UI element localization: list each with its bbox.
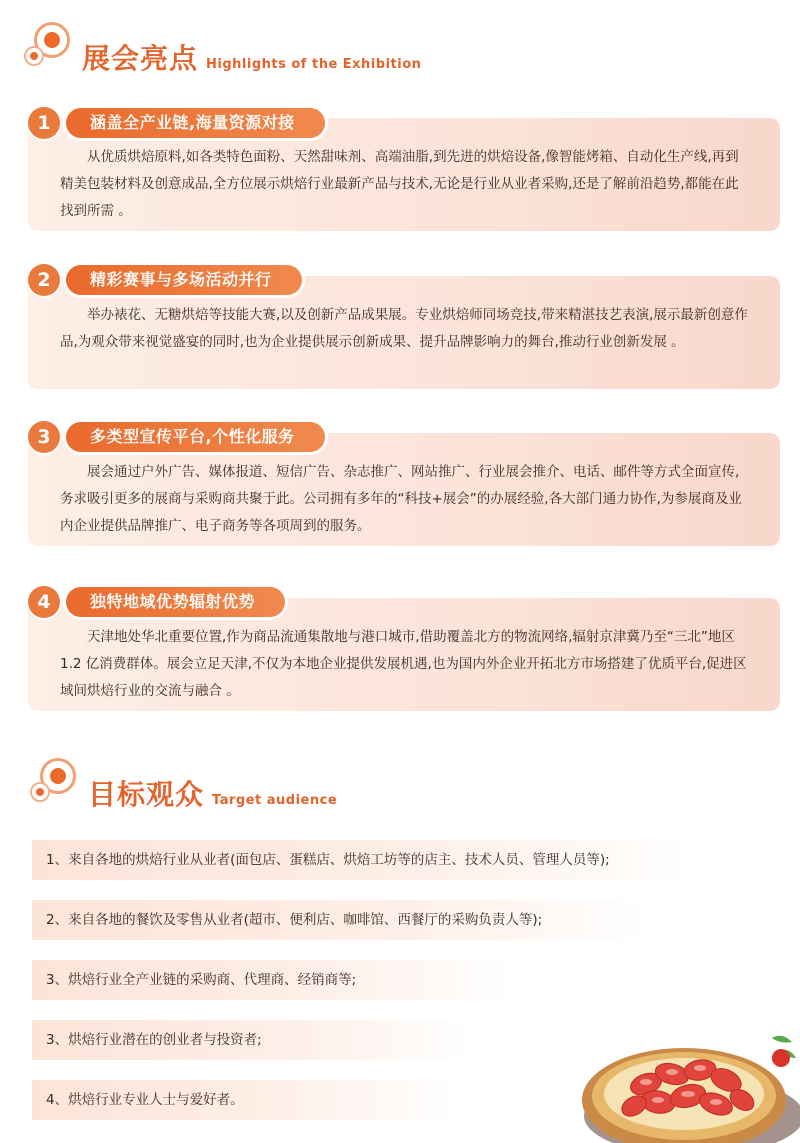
strawberry-tart-image — [576, 1018, 800, 1143]
highlights-header — [22, 20, 421, 76]
audience-title: 目标观众 — [88, 778, 205, 811]
highlight-heading-3: 多类型宣传平台,个性化服务 — [66, 422, 325, 452]
audience-item-3: 3、烘焙行业全产业链的采购商、代理商、经销商等; — [32, 960, 512, 1000]
highlight-heading-2: 精彩赛事与多场活动并行 — [66, 265, 302, 295]
highlight-text-1: 从优质烘焙原料,如各类特色面粉、天然甜味剂、高端油脂,到先进的烘焙设备,像智能烤箱、自动化生产线,再到精美包装材料及创意成品,全方位展示烘焙行业最新产品与技术,无论是行业从业者采购,还是了解前沿趋势,都能在此找到所需 。 — [60, 149, 739, 219]
audience-item-1: 1、来自各地的烘焙行业从业者(面包店、蛋糕店、烘焙工坊等的店主、技术人员、管理人员等); — [32, 840, 692, 880]
audience-item-4: 3、烘焙行业潜在的创业者与投资者; — [32, 1020, 472, 1060]
highlight-number-2: 2 — [28, 264, 60, 296]
highlight-heading-4: 独特地域优势辐射优势 — [66, 587, 285, 617]
circles-decoration-icon — [28, 756, 84, 812]
audience-item-2: 2、来自各地的餐饮及零售从业者(超市、便利店、咖啡馆、西餐厅的采购负责人等); — [32, 900, 652, 940]
highlight-text-2: 举办裱花、无糖烘焙等技能大赛,以及创新产品成果展。专业烘焙师同场竞技,带来精湛技艺表演,展示最新创意作品,为观众带来视觉盛宴的同时,也为企业提供展示创新成果、提升品牌影响力的舞台,推动行业创新发展 。 — [60, 307, 748, 350]
highlight-number-1: 1 — [28, 107, 60, 139]
highlight-heading-1: 涵盖全产业链,海量资源对接 — [66, 108, 325, 138]
highlight-text-3: 展会通过户外广告、媒体报道、短信广告、杂志推广、网站推广、行业展会推介、电话、邮件等方式全面宣传,务求吸引更多的展商与采购商共聚于此。公司拥有多年的“科技+展会”的办展经验,各大部门通力协作,为参展商及业内企业提供品牌推广、电子商务等各项周到的服务。 — [60, 464, 742, 534]
highlights-title: 展会亮点 — [82, 42, 199, 75]
highlight-text-4: 天津地处华北重要位置,作为商品流通集散地与港口城市,借助覆盖北方的物流网络,辐射京津冀乃至“三北”地区 1.2 亿消费群体。展会立足天津,不仅为本地企业提供发展机遇,也为国内外企业开拓北方市场搭建了优质平台,促进区域间烘焙行业的交流与融合 。 — [60, 629, 747, 699]
highlight-number-3: 3 — [28, 421, 60, 453]
audience-header — [28, 756, 337, 812]
circles-decoration-icon — [22, 20, 78, 76]
highlight-number-4: 4 — [28, 586, 60, 618]
highlights-subtitle: Highlights of the Exhibition — [206, 57, 422, 72]
audience-item-5: 4、烘焙行业专业人士与爱好者。 — [32, 1080, 452, 1120]
audience-subtitle: Target audience — [212, 793, 338, 808]
